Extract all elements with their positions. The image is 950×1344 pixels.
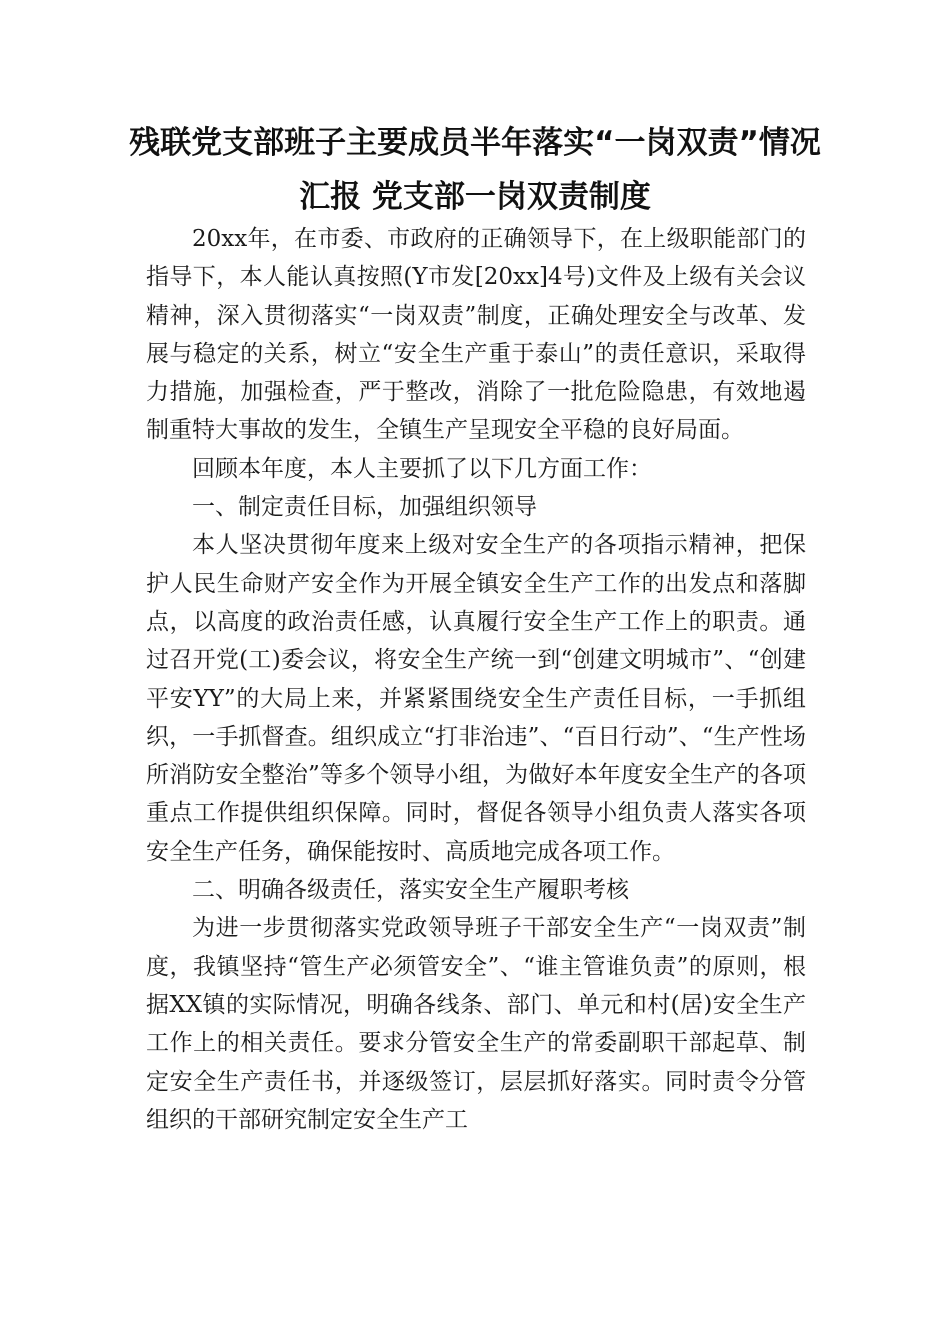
- document-title: 残联党支部班子主要成员半年落实“一岗双责”情况汇报 党支部一岗双责制度: [129, 125, 821, 215]
- paragraph-section-2: 为进一步贯彻落实党政领导班子干部安全生产“一岗双责”制度，我镇坚持“管生产必须管安全”、“谁主管谁负责”的原则，根据XX镇的实际情况，明确各线条、部门、单元和村(居)安全生产工作上的相关责任。要求分管安全生产的常委副职干部起草、制定安全生产责任书，并逐级签订，层层抓好落实。同时责令分管组织的干部研究制定安全生产工: [146, 915, 806, 1133]
- document-body: [146, 220, 806, 1139]
- paragraph-intro: 20xx年，在市委、市政府的正确领导下，在上级职能部门的指导下，本人能认真按照(Y市发[20xx]4号)文件及上级有关会议精神，深入贯彻落实“一岗双责”制度，正确处理安全与改革、发展与稳定的关系，树立“安全生产重于泰山”的责任意识，采取得力措施，加强检查，严于整改，消除了一批危险隐患，有效地遏制重特大事故的发生，全镇生产呈现安全平稳的良好局面。: [146, 226, 806, 444]
- section-heading-2: 二、明确各级责任，落实安全生产履职考核: [192, 877, 629, 904]
- paragraph-section-1: 本人坚决贯彻年度来上级对安全生产的各项指示精神，把保护人民生命财产安全作为开展全镇安全生产工作的出发点和落脚点，以高度的政治责任感，认真履行安全生产工作上的职责。通过召开党(工)委会议，将安全生产统一到“创建文明城市”、“创建平安YY”的大局上来，并紧紧围绕安全生产责任目标，一手抓组织，一手抓督查。组织成立“打非治违”、“百日行动”、“生产性场所消防安全整治”等多个领导小组，为做好本年度安全生产的各项重点工作提供组织保障。同时，督促各领导小组负责人落实各项安全生产任务，确保能按时、高质地完成各项工作。: [146, 532, 806, 865]
- paragraph-review: 回顾本年度，本人主要抓了以下几方面工作：: [192, 455, 652, 482]
- section-heading-1: 一、制定责任目标，加强组织领导: [192, 494, 537, 521]
